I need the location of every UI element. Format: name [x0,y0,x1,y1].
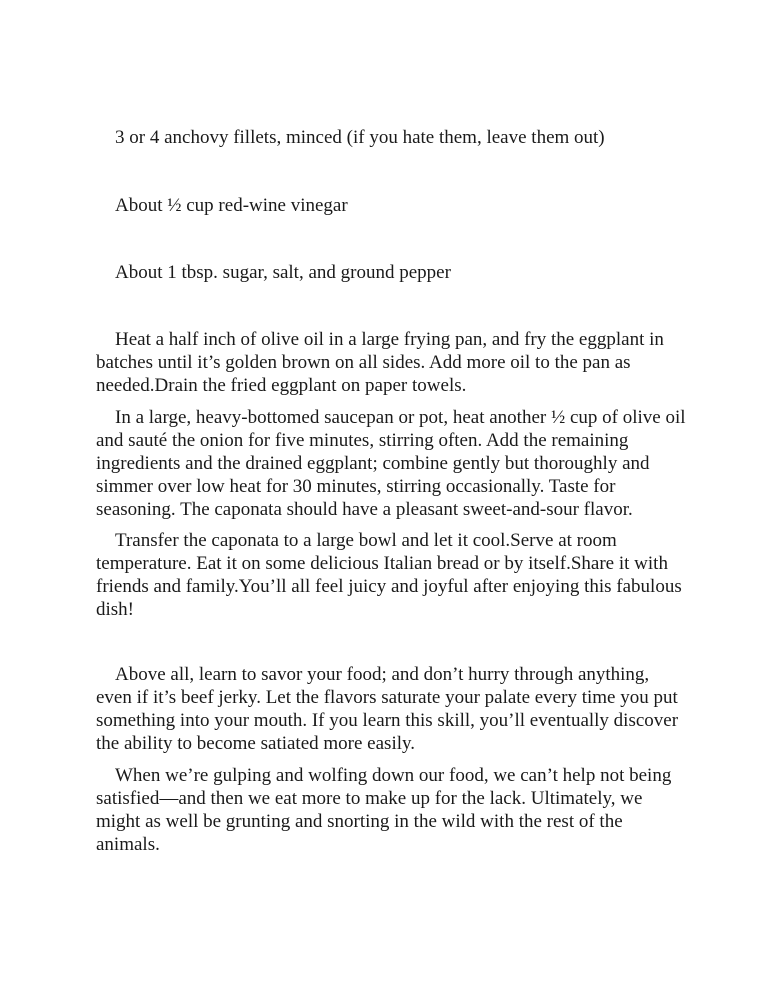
ingredient-sugar-salt-pepper: About 1 tbsp. sugar, salt, and ground pepper [115,262,451,283]
ingredient-vinegar: About ½ cup red-wine vinegar [115,195,348,216]
closing-paragraph-gulping: When we’re gulping and wolfing down our food, we can’t help not being satisfied—and then we eat more to make up for the lack. Ultimately, we might as well be grunting and snorting in the wild with the rest of the animals. [96,765,672,855]
ingredient-anchovy: 3 or 4 anchovy fillets, minced (if you hate them, leave them out) [115,127,605,148]
recipe-step-fry-eggplant: Heat a half inch of olive oil in a large frying pan, and fry the eggplant in batches until it’s golden brown on all sides. Add more oil to the pan as needed.Drain the fried eggplant on paper towels. [96,329,664,396]
recipe-step-saute-simmer: In a large, heavy-bottomed saucepan or pot, heat another ½ cup of olive oil and sauté the onion for five minutes, stirring often. Add the remaining ingredients and the drained eggplant; combine gently but thoroughly and simmer over low heat for 30 minutes, stirring occasionally. Taste for seasoning. The caponata should have a pleasant sweet-and-sour flavor. [96,407,686,520]
closing-paragraph-savor: Above all, learn to savor your food; and don’t hurry through anything, even if it’s beef jerky. Let the flavors saturate your palate every time you put something into your mouth. If you learn this skill, you’ll eventually discover the ability to become satiated more easily. [96,664,679,754]
recipe-step-serve: Transfer the caponata to a large bowl and let it cool.Serve at room temperature. Eat it on some delicious Italian bread or by itself.Share it with friends and family.You’ll all feel juicy and joyful after enjoying this fabulous dish! [96,530,682,620]
